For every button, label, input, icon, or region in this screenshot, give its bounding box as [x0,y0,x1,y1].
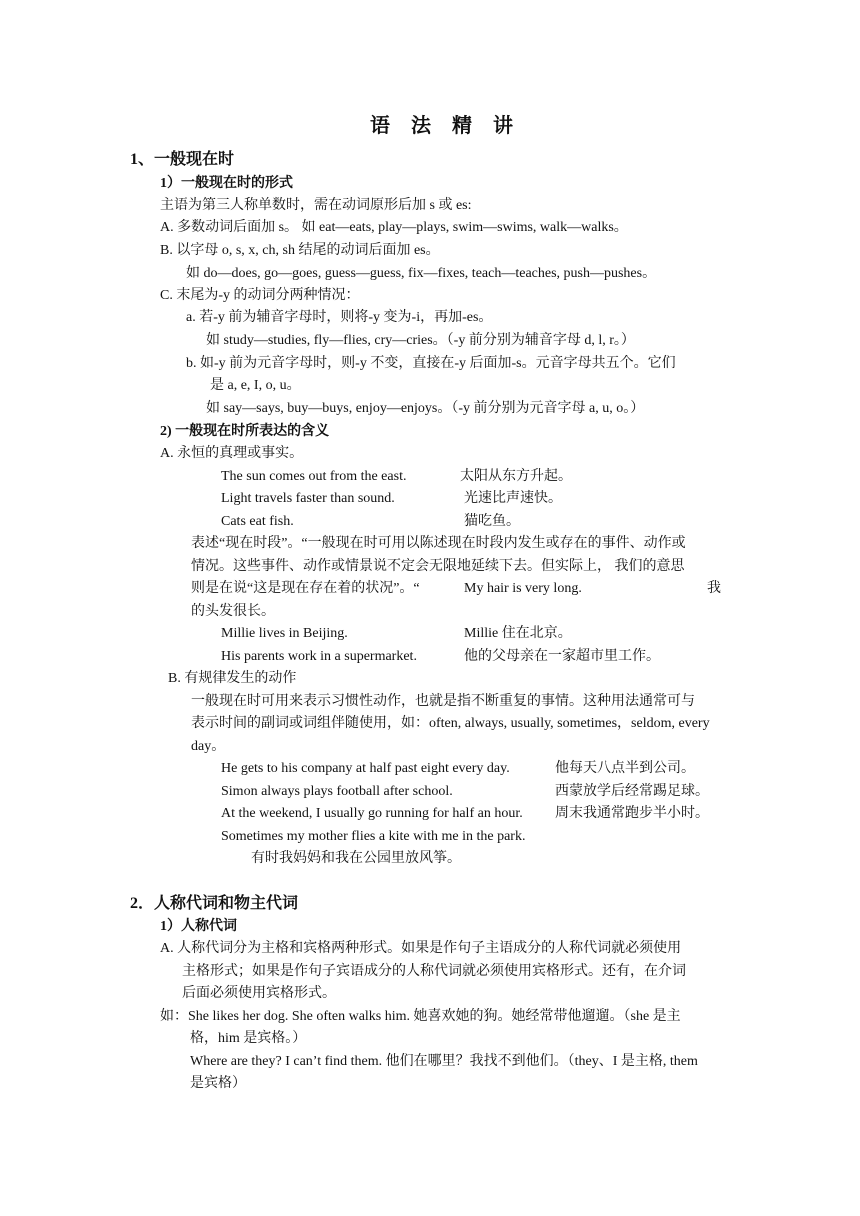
rule-b: B. 以字母 o, s, x, ch, sh 结尾的动词后面加 es。 [160,243,440,258]
paragraph: 的头发很长。 [191,604,275,619]
example-cn: 他每天八点半到公司。 [555,761,695,776]
example: 如：She likes her dog. She often walks him. 她喜欢她的狗。她经常带他遛遛。（she 是主 [160,1009,681,1024]
rule-c-a-example: 如 study—studies, fly—flies, cry—cries。（-y 前分别为辅音字母 d, l, r。） [206,333,635,348]
example-cn: 西蒙放学后经常踢足球。 [555,784,709,799]
rule-c-b-cont: 是 a, e, I, o, u。 [210,378,301,393]
paragraph: 情况。这些事件、动作或情景说不定会无限地延续下去。但实际上， 我们的意思 [191,559,685,574]
rule-c-a: a. 若-y 前为辅音字母时，则将-y 变为-i，再加-es。 [186,310,493,325]
rule-c: C. 末尾为-y 的动词分两种情况： [160,288,360,303]
example-en: The sun comes out from the east. [221,469,407,484]
example-en: Light travels faster than sound. [221,491,395,506]
example-en: His parents work in a supermarket. [221,649,417,664]
example-cn: 有时我妈妈和我在公园里放风筝。 [251,851,461,866]
example-en: He gets to his company at half past eight every day. [221,761,510,776]
page-title: 语 法 精 讲 [370,115,521,137]
section-1-heading: 1、一般现在时 [130,151,235,168]
subsection-1-2-heading: 2) 一般现在时所表达的含义 [160,424,330,439]
example: Where are they? I can’t find them. 他们在哪里？我找不到他们。（they、I 是主格, them [190,1054,698,1069]
example-cn: 周末我通常跑步半小时。 [555,806,709,821]
paragraph: 主语为第三人称单数时，需在动词原形后加 s 或 es: [160,198,472,213]
subsection-2-1-heading: 1）人称代词 [160,919,237,934]
paragraph: 我 [707,581,721,596]
example-cn: 太阳从东方升起。 [460,469,572,484]
rule-c-b: b. 如-y 前为元音字母时，则-y 不变，直接在-y 后面加-s。元音字母共五个。它们 [186,356,676,371]
example-en: Simon always plays football after school. [221,784,453,799]
paragraph: 一般现在时可用来表示习惯性动作，也就是指不断重复的事情。这种用法通常可与 [191,694,695,709]
subsection-1-1-heading: 1）一般现在时的形式 [160,176,293,191]
example-cn: Millie 住在北京。 [464,626,572,641]
rule-c-b-example: 如 say—says, buy—buys, enjoy—enjoys。（-y 前分别为元音字母 a, u, o。） [206,401,645,416]
usage-a: A. 永恒的真理或事实。 [160,446,304,461]
paragraph: 表示时间的副词或词组伴随使用，如：often, always, usually, sometimes，seldom, every [191,716,710,731]
paragraph: 后面必须使用宾格形式。 [182,986,336,1001]
paragraph: day。 [191,739,226,754]
paragraph: A. 人称代词分为主格和宾格两种形式。如果是作句子主语成分的人称代词就必须使用 [160,941,682,956]
example-cn: 光速比声速快。 [464,491,562,506]
rule-b-example: 如 do—does, go—goes, guess—guess, fix—fixes, teach—teaches, push—pushes。 [186,266,657,281]
rule-a: A. 多数动词后面加 s。 如 eat—eats, play—plays, swim—swims, walk—walks。 [160,220,628,235]
paragraph: 主格形式；如果是作句子宾语成分的人称代词就必须使用宾格形式。还有，在介词 [182,964,686,979]
example-en: Sometimes my mother flies a kite with me in the park. [221,829,526,844]
usage-b: B. 有规律发生的动作 [168,671,297,686]
example-en: Cats eat fish. [221,514,294,529]
example-cn: 他的父母亲在一家超市里工作。 [464,649,660,664]
example-en: Millie lives in Beijing. [221,626,348,641]
paragraph: My hair is very long. [464,581,582,596]
section-2-heading: 2．人称代词和物主代词 [130,895,299,912]
paragraph: 表述“现在时段”。“一般现在时可用以陈述现在时段内发生或存在的事件、动作或 [191,536,686,551]
example: 是宾格） [190,1076,246,1091]
example-cn: 猫吃鱼。 [464,514,520,529]
example: 格，him 是宾格。） [190,1031,307,1046]
example-en: At the weekend, I usually go running for half an hour. [221,806,523,821]
paragraph: 则是在说“这是现在存在着的状况”。“ [191,581,420,596]
